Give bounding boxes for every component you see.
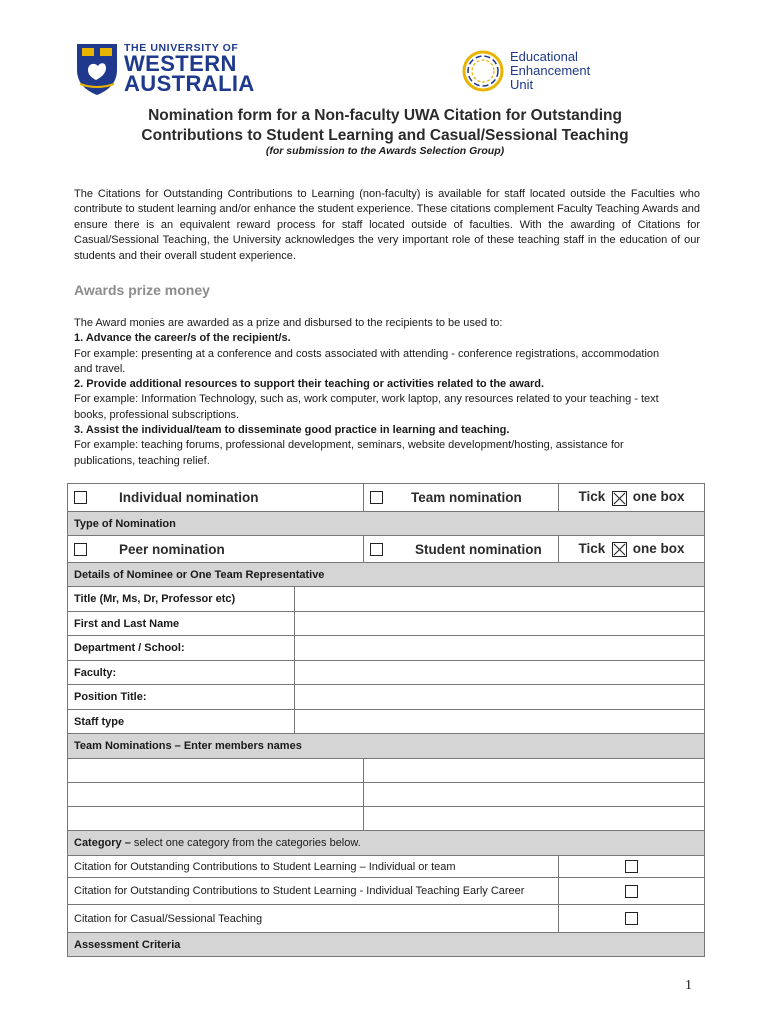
team-member-row [68,783,705,807]
uwa-crest-icon [74,40,120,96]
tick-label: Tick [578,489,606,505]
field-input-name[interactable] [295,612,705,636]
nominee-details-header: Details of Nominee or One Team Representative [68,563,705,587]
prize-lead: The Award monies are awarded as a prize and disbursed to the recipients to be used to: [74,317,503,329]
eeu-logo [460,48,610,96]
category-checkbox-cell-2 [559,878,705,905]
eeu-logo-line1: Educational [510,49,578,64]
student-nomination-label: Student nomination [415,541,542,557]
prize-section [74,316,674,469]
team-member-input[interactable] [68,759,364,783]
form-title-line1: Nomination form for a Non-faculty UWA Citation for Outstanding [148,107,622,124]
team-nomination-checkbox[interactable] [370,491,383,504]
eeu-logo-line3: Unit [510,77,534,92]
prize-item-3-example: For example: teaching forums, professional development, seminars, website development/hosting, assistance for publications, teaching relief. [74,439,624,467]
one-box-label-2: one box [632,540,685,556]
team-member-input[interactable] [68,783,364,807]
category-checkbox-cell-1 [559,856,705,878]
uwa-logo-line1: THE UNIVERSITY OF [124,42,239,54]
field-label-title: Title (Mr, Ms, Dr, Professor etc) [68,587,295,612]
team-member-input[interactable] [364,807,705,831]
student-nomination-checkbox[interactable] [370,543,383,556]
peer-nomination-checkbox[interactable] [74,543,87,556]
intro-paragraph: The Citations for Outstanding Contributions to Learning (non-faculty) is available for staff located outside the Faculties who contribute to student learning and/or enhance the student experience. These citations complement Faculty Teaching Awards and ensure there is an equivalent reward process for staff located outside of faculties. With the awarding of Citations for Casual/Sessional Teaching, the University acknowledges the very important role of these teaching staff in the education of our students and their overall student experience. [74,188,700,262]
team-member-input[interactable] [364,783,705,807]
field-label-name: First and Last Name [68,612,295,636]
field-input-position[interactable] [295,685,705,710]
category-header-instruction: select one category from the categories below. [130,837,361,849]
category-row [68,878,705,905]
eeu-ring-icon [460,48,506,94]
team-nominations-header: Team Nominations – Enter members names [68,734,705,759]
team-member-input[interactable] [364,759,705,783]
tick-example-x-icon-2 [612,542,627,557]
nomination-kind-row [68,484,705,512]
form-title-line2: Contributions to Student Learning and Casual/Sessional Teaching [141,127,629,144]
peer-nomination-label: Peer nomination [119,541,225,557]
team-nomination-cell [364,484,559,512]
form-subtitle: (for submission to the Awards Selection Group) [265,145,505,157]
tick-example-x-icon [612,491,627,506]
field-input-department[interactable] [295,636,705,661]
eeu-logo-line2: Enhancement [510,63,591,78]
field-label-department: Department / School: [68,636,295,661]
field-input-staff-type[interactable] [295,710,705,734]
prize-item-1-example: For example: presenting at a conference and costs associated with attending - conference registrations, accommodation and travel. [74,347,660,375]
individual-nomination-label: Individual nomination [119,490,259,505]
tick-instruction-cell-2 [559,536,705,563]
awards-prize-heading: Awards prize money [74,282,210,298]
uwa-logo-line2: WESTERN [124,51,237,76]
type-of-nomination-header: Type of Nomination [68,512,705,536]
field-input-faculty[interactable] [295,661,705,685]
nomination-form-table [67,483,705,957]
category-label-3: Citation for Casual/Sessional Teaching [68,905,559,933]
category-row [68,905,705,933]
category-row [68,856,705,878]
tick-label-2: Tick [578,540,606,556]
category-checkbox-1[interactable] [625,860,638,873]
individual-nomination-cell [68,484,364,512]
one-box-label: one box [632,489,685,505]
uwa-logo [74,40,255,96]
category-label-2: Citation for Outstanding Contributions to Student Learning - Individual Teaching Early Career [68,878,559,905]
uwa-logo-line3: AUSTRALIA [124,71,255,96]
team-member-row [68,759,705,783]
nominator-kind-row [68,536,705,563]
field-label-faculty: Faculty: [68,661,295,685]
student-nomination-cell [364,536,559,563]
prize-item-2-title: 2. Provide additional resources to support their teaching or activities related to the award. [74,378,545,391]
team-member-row [68,807,705,831]
category-checkbox-2[interactable] [625,885,638,898]
team-nomination-label: Team nomination [411,490,522,505]
category-label-1: Citation for Outstanding Contributions to Student Learning – Individual or team [68,856,559,878]
field-input-title[interactable] [295,587,705,612]
tick-instruction-cell [559,484,705,512]
individual-nomination-checkbox[interactable] [74,491,87,504]
team-member-input[interactable] [68,807,364,831]
prize-item-3-title: 3. Assist the individual/team to disseminate good practice in learning and teaching. [74,424,510,437]
field-label-staff-type: Staff type [68,710,295,734]
assessment-criteria-header: Assessment Criteria [68,933,705,957]
category-header-label: Category – [74,837,131,849]
category-checkbox-3[interactable] [625,912,638,925]
category-header [68,831,705,856]
field-label-position: Position Title: [68,685,295,710]
page-number: 1 [685,978,692,993]
prize-item-1-title: 1. Advance the career/s of the recipient/s. [74,332,291,345]
peer-nomination-cell [68,536,364,563]
category-checkbox-cell-3 [559,905,705,933]
prize-item-2-example: For example: Information Technology, such as, work computer, work laptop, any resources related to your teaching - text books, professional subscriptions. [74,393,659,421]
